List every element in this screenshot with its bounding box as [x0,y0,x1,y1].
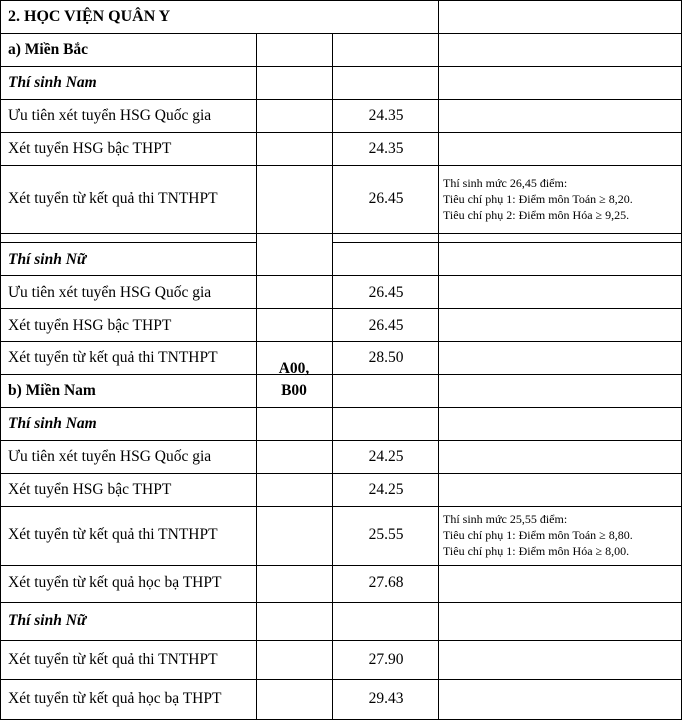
row-rule [0,640,682,641]
score-value: 28.50 [368,349,404,366]
row-rule [0,679,682,680]
method-label: Xét tuyển từ kết quả thi TNTHPT [8,526,218,543]
tiebreak-note-line: Tiêu chí phụ 1: Điểm môn Hóa ≥ 8,00. [443,544,630,558]
subject-combination-line: A00, [278,360,310,377]
row-rule [0,0,682,1]
row-rule [0,242,256,243]
method-label: Ưu tiên xét tuyển HSG Quốc gia [8,284,212,301]
row-rule [0,308,682,309]
method-label: Xét tuyển HSG bậc THPT [8,140,172,157]
row-rule [0,407,682,408]
row-rule [0,99,682,100]
row-rule [0,374,682,375]
tiebreak-note-line: Tiêu chí phụ 1: Điểm môn Toán ≥ 8,20. [443,192,633,206]
method-label: Xét tuyển từ kết quả thi TNTHPT [8,349,218,366]
score-value: 24.25 [368,481,404,498]
score-value: 24.35 [368,140,404,157]
score-value: 29.43 [368,690,404,707]
tiebreak-note-line: Tiêu chí phụ 1: Điểm môn Toán ≥ 8,80. [443,528,633,542]
tiebreak-note-line: Thí sinh mức 25,55 điểm: [443,512,568,526]
row-rule [0,132,682,133]
score-value: 27.68 [368,574,404,591]
method-label: Xét tuyển từ kết quả học bạ THPT [8,574,222,591]
method-label: Xét tuyển từ kết quả thi TNTHPT [8,651,218,668]
method-label: Xét tuyển từ kết quả thi TNTHPT [8,190,218,207]
method-label: Ưu tiên xét tuyển HSG Quốc gia [8,448,212,465]
method-label: Xét tuyển từ kết quả học bạ THPT [8,690,222,707]
method-label: Ưu tiên xét tuyển HSG Quốc gia [8,107,212,124]
row-rule [0,473,682,474]
column-rule [0,0,1,720]
score-value: 26.45 [368,317,404,334]
tiebreak-note-line: Tiêu chí phụ 2: Điểm môn Hóa ≥ 9,25. [443,208,630,222]
region-heading-north: a) Miền Bắc [8,41,89,58]
score-value: 26.45 [368,284,404,301]
tiebreak-note-line: Thí sinh mức 26,45 điểm: [443,176,568,190]
score-value: 24.35 [368,107,404,124]
score-value: 24.25 [368,448,404,465]
score-value: 27.90 [368,651,404,668]
group-heading-south-male: Thí sinh Nam [8,415,97,432]
row-rule [0,233,682,234]
row-rule [0,602,682,603]
row-rule [0,66,682,67]
row-rule [0,506,682,507]
subject-combination-line: B00 [281,382,307,399]
row-rule [0,165,682,166]
method-label: Xét tuyển HSG bậc THPT [8,317,172,334]
score-value: 25.55 [368,526,404,543]
group-heading-south-female: Thí sinh Nữ [8,612,87,629]
region-heading-south: b) Miền Nam [8,382,96,399]
method-label: Xét tuyển HSG bậc THPT [8,481,172,498]
row-rule [332,242,682,243]
page-title: 2. HỌC VIỆN QUÂN Y [8,8,171,25]
score-value: 26.45 [368,190,404,207]
row-rule [0,341,682,342]
group-heading-north-male: Thí sinh Nam [8,74,97,91]
row-rule [0,565,682,566]
row-rule [0,440,682,441]
row-rule [0,275,682,276]
group-heading-north-female: Thí sinh Nữ [8,251,87,268]
row-rule [0,33,682,34]
column-rule [332,33,333,720]
